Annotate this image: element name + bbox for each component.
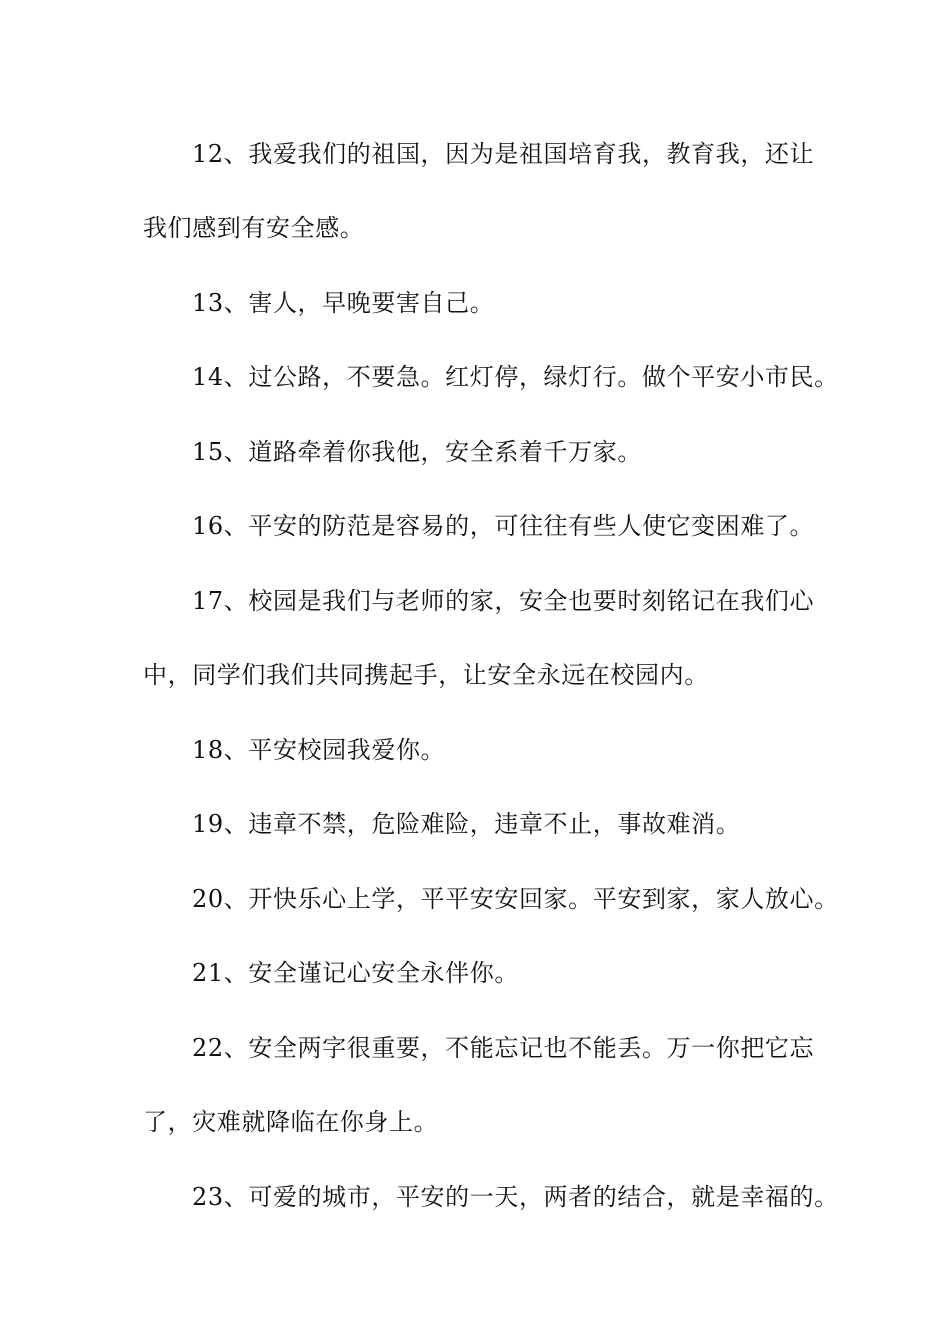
text-line-item-13: 13、害人，早晚要害自己。 xyxy=(192,289,495,317)
text-line-item-15: 15、道路牵着你我他，安全系着千万家。 xyxy=(192,438,642,466)
text-line-item-17-start: 17、校园是我们与老师的家，安全也要时刻铭记在我们心 xyxy=(192,587,815,615)
text-line-item-21: 21、安全谨记心安全永伴你。 xyxy=(192,959,519,987)
text-line-item-20: 20、开快乐心上学，平平安安回家。平安到家，家人放心。 xyxy=(192,885,839,913)
text-line-item-16: 16、平安的防范是容易的，可往往有些人使它变困难了。 xyxy=(192,512,815,540)
text-line-item-18: 18、平安校园我爱你。 xyxy=(192,736,446,764)
text-line-item-23: 23、可爱的城市，平安的一天，两者的结合，就是幸福的。 xyxy=(192,1183,839,1211)
text-line-item-19: 19、违章不禁，危险难险，违章不止，事故难消。 xyxy=(192,810,741,838)
text-line-item-22-end: 了，灾难就降临在你身上。 xyxy=(143,1108,439,1136)
text-line-item-12-start: 12、我爱我们的祖国，因为是祖国培育我，教育我，还让 xyxy=(192,140,815,168)
text-line-item-12-end: 我们感到有安全感。 xyxy=(143,214,365,242)
text-line-item-17-end: 中，同学们我们共同携起手，让安全永远在校园内。 xyxy=(143,661,709,689)
text-line-item-14: 14、过公路，不要急。红灯停，绿灯行。做个平安小市民。 xyxy=(192,363,839,391)
text-line-item-22-start: 22、安全两字很重要，不能忘记也不能丢。万一你把它忘 xyxy=(192,1034,815,1062)
